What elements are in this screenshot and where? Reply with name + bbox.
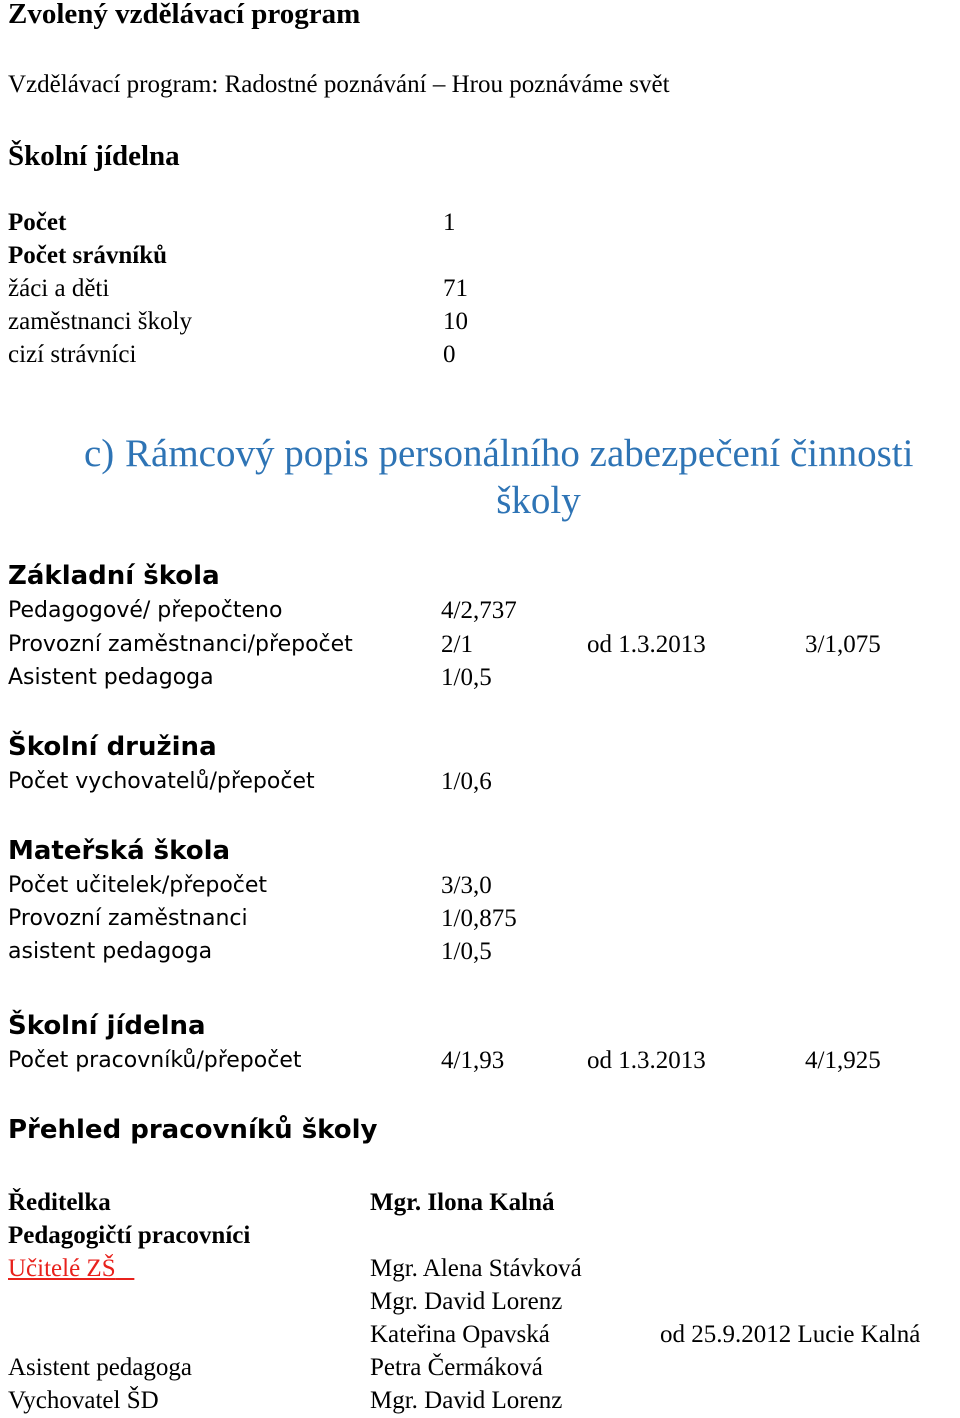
zs-heading: Základní škola	[8, 561, 220, 591]
zs-prov-value: 2/1	[441, 631, 473, 658]
jidelna2-heading: Školní jídelna	[8, 1011, 206, 1041]
jidelna1-row-label: žáci a děti	[8, 275, 110, 302]
druzina-label: Počet vychovatelů/přepočet	[8, 769, 315, 794]
jidelna1-row-label: zaměstnanci školy	[8, 308, 192, 335]
jidelna1-heading: Školní jídelna	[8, 140, 180, 172]
jidelna1-row-label: cizí strávníci	[8, 341, 137, 368]
reditelka-name: Mgr. Ilona Kalná	[370, 1189, 555, 1216]
ms-heading: Mateřská škola	[8, 836, 231, 866]
zs-ped-value: 4/2,737	[441, 597, 517, 624]
druzina-heading: Školní družina	[8, 732, 217, 762]
jidelna2-from: od 1.3.2013	[587, 1047, 706, 1074]
jidelna2-value: 4/1,93	[441, 1047, 505, 1074]
ucitele-zs-label: Učitelé ZŠ	[8, 1255, 116, 1282]
jidelna1-stravniku-label: Počet srávníků	[8, 242, 168, 269]
zs-prov-value2: 3/1,075	[805, 631, 881, 658]
prehled-heading: Přehled pracovníků školy	[8, 1115, 378, 1145]
zs-prov-from: od 1.3.2013	[587, 631, 706, 658]
zs-asist-label: Asistent pedagoga	[8, 665, 214, 690]
jidelna1-row-value: 0	[443, 341, 456, 368]
jidelna2-value2: 4/1,925	[805, 1047, 881, 1074]
ms-row-label: asistent pedagoga	[8, 939, 213, 964]
druzina-value: 1/0,6	[441, 768, 492, 795]
program-line: Vzdělávací program: Radostné poznávání – Hrou poznáváme svět	[8, 71, 670, 98]
pedagogicti-label: Pedagogičtí pracovníci	[8, 1222, 251, 1249]
ucitel-note: od 25.9.2012 Lucie Kalná	[660, 1321, 921, 1348]
asistent-label: Asistent pedagoga	[8, 1354, 192, 1381]
zs-prov-label: Provozní zaměstnanci/přepočet	[8, 632, 353, 657]
reditelka-label: Ředitelka	[8, 1189, 111, 1216]
ms-row-label: Počet učitelek/přepočet	[8, 873, 268, 898]
ms-row-value: 3/3,0	[441, 872, 492, 899]
jidelna2-label: Počet pracovníků/přepočet	[8, 1048, 302, 1073]
program-heading: Zvolený vzdělávací program	[8, 0, 361, 30]
section-c-title-line2: školy	[496, 479, 581, 522]
jidelna1-pocet-value: 1	[443, 209, 456, 236]
ms-row-value: 1/0,5	[441, 938, 492, 965]
ms-row-value: 1/0,875	[441, 905, 517, 932]
ucitel-name: Kateřina Opavská	[370, 1321, 550, 1348]
jidelna1-row-value: 10	[443, 308, 468, 335]
asistent-name: Petra Čermáková	[370, 1354, 543, 1381]
ms-row-label: Provozní zaměstnanci	[8, 906, 248, 931]
section-c-marker: c)	[84, 432, 115, 475]
zs-ped-label: Pedagogové/ přepočteno	[8, 598, 283, 623]
ucitel-name: Mgr. Alena Stávková	[370, 1255, 582, 1282]
jidelna1-row-value: 71	[443, 275, 468, 302]
jidelna1-pocet-label: Počet	[8, 209, 67, 236]
section-c-title-line1: Rámcový popis personálního zabezpečení činnosti	[125, 432, 914, 475]
ucitel-name: Mgr. David Lorenz	[370, 1288, 563, 1315]
vychovatel-label: Vychovatel ŠD	[8, 1387, 159, 1414]
zs-asist-value: 1/0,5	[441, 664, 492, 691]
vychovatel-name: Mgr. David Lorenz	[370, 1387, 563, 1414]
